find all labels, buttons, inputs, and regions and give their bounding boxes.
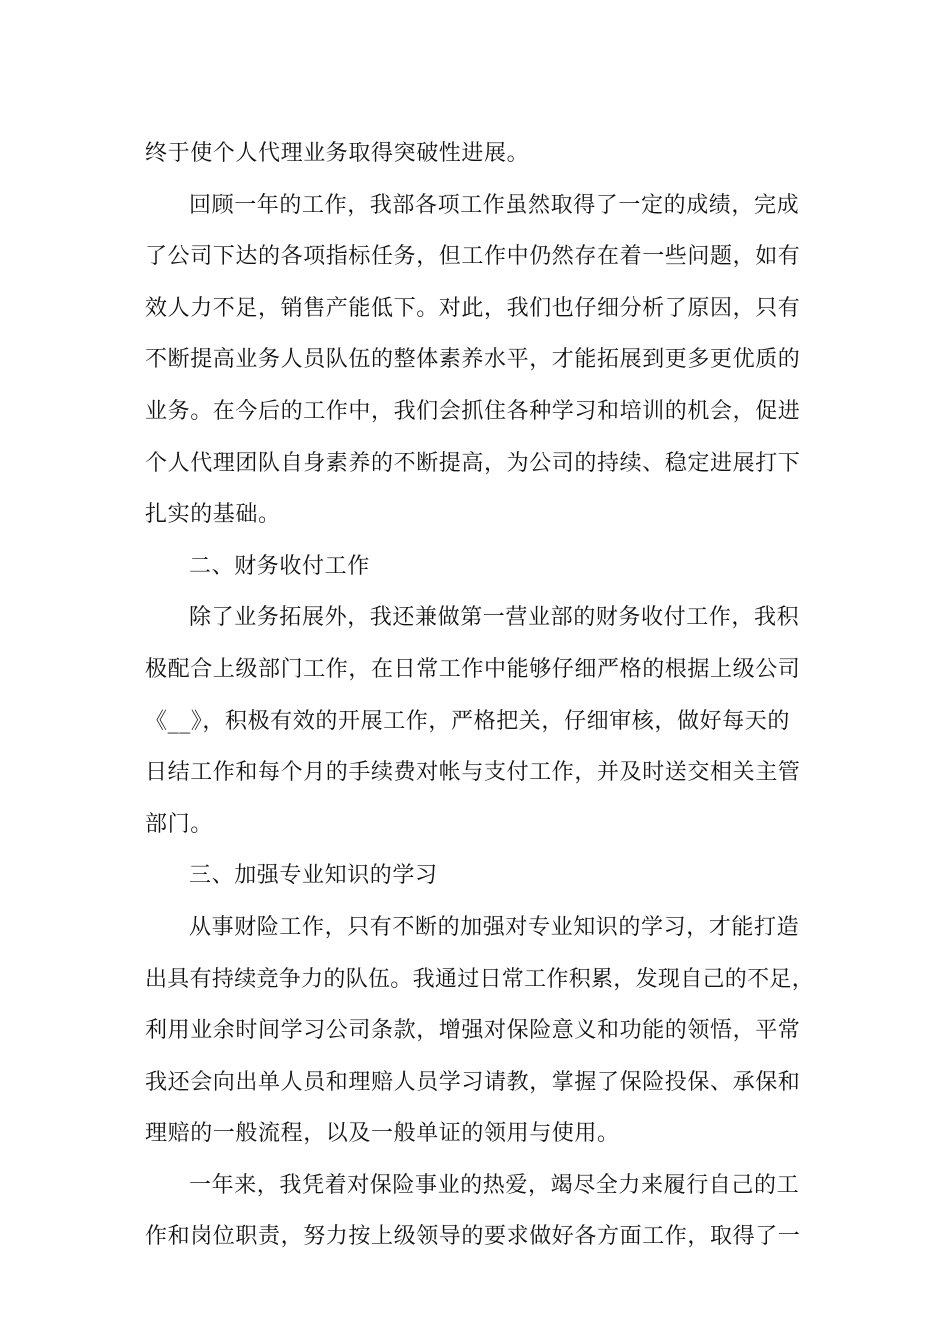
text-line: 我还会向出单人员和理赔人员学习请教，掌握了保险投保、承保和 xyxy=(145,1069,801,1095)
text-line: 业务。在今后的工作中，我们会抓住各种学习和培训的机会，促进 xyxy=(145,398,801,424)
text-line: 利用业余时间学习公司条款，增强对保险意义和功能的领悟，平常 xyxy=(145,1018,801,1044)
paragraph-start-line: 回顾一年的工作，我部各项工作虽然取得了一定的成绩，完成 xyxy=(189,192,800,218)
text-line: 不断提高业务人员队伍的整体素养水平，才能拓展到更多更优质的 xyxy=(145,347,801,373)
document-body xyxy=(145,128,815,1263)
paragraph-start-line: 一年来，我凭着对保险事业的热爱，竭尽全力来履行自己的工 xyxy=(189,1172,800,1198)
section-heading-finance: 二、财务收付工作 xyxy=(189,553,370,579)
text-line: 极配合上级部门工作，在日常工作中能够仔细严格的根据上级公司 xyxy=(145,656,801,682)
text-line: 部门。 xyxy=(145,811,213,837)
text-line: 出具有持续竞争力的队伍。我通过日常工作积累，发现自己的不足， xyxy=(145,966,815,992)
text-line: 作和岗位职责，努力按上级领导的要求做好各方面工作，取得了一 xyxy=(145,1224,801,1250)
section-heading-learning: 三、加强专业知识的学习 xyxy=(189,863,438,889)
paragraph-start-line: 从事财险工作，只有不断的加强对专业知识的学习，才能打造 xyxy=(189,914,800,940)
text-line: 《__》，积极有效的开展工作，严格把关，仔细审核，做好每天的 xyxy=(145,708,791,734)
text-line: 扎实的基础。 xyxy=(145,502,281,528)
text-line: 了公司下达的各项指标任务，但工作中仍然存在着一些问题，如有 xyxy=(145,244,801,270)
text-line: 个人代理团队自身素养的不断提高，为公司的持续、稳定进展打下 xyxy=(145,450,801,476)
text-line: 终于使个人代理业务取得突破性进展。 xyxy=(145,141,530,166)
paragraph-start-line: 除了业务拓展外，我还兼做第一营业部的财务收付工作，我积 xyxy=(189,605,800,631)
text-line: 日结工作和每个月的手续费对帐与支付工作，并及时送交相关主管 xyxy=(145,760,801,786)
text-line: 效人力不足，销售产能低下。对此，我们也仔细分析了原因，只有 xyxy=(145,295,801,321)
text-line: 理赔的一般流程，以及一般单证的领用与使用。 xyxy=(145,1121,620,1147)
